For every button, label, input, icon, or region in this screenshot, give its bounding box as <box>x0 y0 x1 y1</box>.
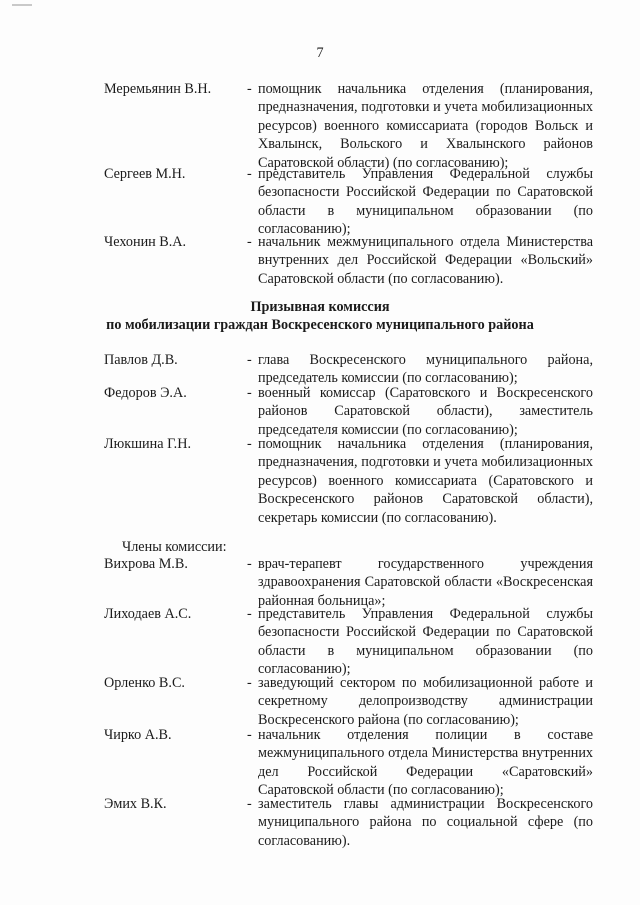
dash: - <box>247 166 252 182</box>
section-heading-line1: Призывная комиссия <box>250 299 390 315</box>
dash: - <box>247 234 252 250</box>
dash: - <box>247 675 252 691</box>
person-role: начальник межмуниципального отдела Министерства внутренних дел Российской Федерации «Вольский» Саратовской области (по согласованию). <box>258 234 593 287</box>
person-name: Люкшина Г.Н. <box>104 436 192 452</box>
person-role: начальник отделения полиции в составе межмуниципального отдела Министерства внутренних дел Российской Федерации «Саратовский» Саратовской области (по согласованию); <box>258 727 593 799</box>
person-name: Федоров Э.А. <box>104 385 187 401</box>
person-name: Вихрова М.В. <box>104 556 188 572</box>
person-name: Эмих В.К. <box>104 796 167 812</box>
person-name: Чирко А.В. <box>104 727 172 743</box>
person-role: глава Воскресенского муниципального района, председатель комиссии (по согласованию); <box>258 352 593 387</box>
person-role: заместитель главы администрации Воскресенского муниципального района по социальной сфере (по согласованию). <box>258 796 593 849</box>
dash: - <box>247 385 252 401</box>
dash: - <box>247 606 252 622</box>
person-name: Орленко В.С. <box>104 675 185 691</box>
person-name: Павлов Д.В. <box>104 352 178 368</box>
dash: - <box>247 81 252 97</box>
person-name: Меремьянин В.Н. <box>104 81 212 97</box>
person-name: Лиходаев А.С. <box>104 606 192 622</box>
person-role: помощник начальника отделения (планирования, предназначения, подготовки и учета мобилизационных ресурсов) военного комиссариата (Саратовского и Воскресенского районов Саратовской области), секретарь комиссии (по согласованию). <box>258 436 593 526</box>
dash: - <box>247 796 252 812</box>
person-role: врач-терапевт государственного учреждения здравоохранения Саратовской области «Воскресенская районная больница»; <box>258 556 593 609</box>
members-label: Члены комиссии: <box>122 539 227 555</box>
dash: - <box>247 727 252 743</box>
person-name: Сергеев М.Н. <box>104 166 186 182</box>
person-role: помощник начальника отделения (планирования, предназначения, подготовки и учета мобилизационных ресурсов) военного комиссариата (городов Вольск и Хвалынск, Вольского и Хвалынского районов Саратовской области) (по согласованию); <box>258 81 593 171</box>
person-role: военный комиссар (Саратовского и Воскресенского районов Саратовской области), заместитель председателя комиссии (по согласованию); <box>258 385 593 438</box>
person-role: заведующий сектором по мобилизационной работе и секретному делопроизводству администрации Воскресенского района (по согласованию); <box>258 675 593 728</box>
section-heading-line2: по мобилизации граждан Воскресенского муниципального района <box>106 317 534 333</box>
person-name: Чехонин В.А. <box>104 234 187 250</box>
dash: - <box>247 436 252 452</box>
dash: - <box>247 556 252 572</box>
person-role: представитель Управления Федеральной службы безопасности Российской Федерации по Саратовской области в муниципальном образовании (по согласованию); <box>258 606 593 678</box>
dash: - <box>247 352 252 368</box>
person-role: представитель Управления Федеральной службы безопасности Российской Федерации по Саратовской области в муниципальном образовании (по согласованию); <box>258 166 593 238</box>
scan-artifact <box>12 4 32 6</box>
page-number: 7 <box>316 45 324 61</box>
